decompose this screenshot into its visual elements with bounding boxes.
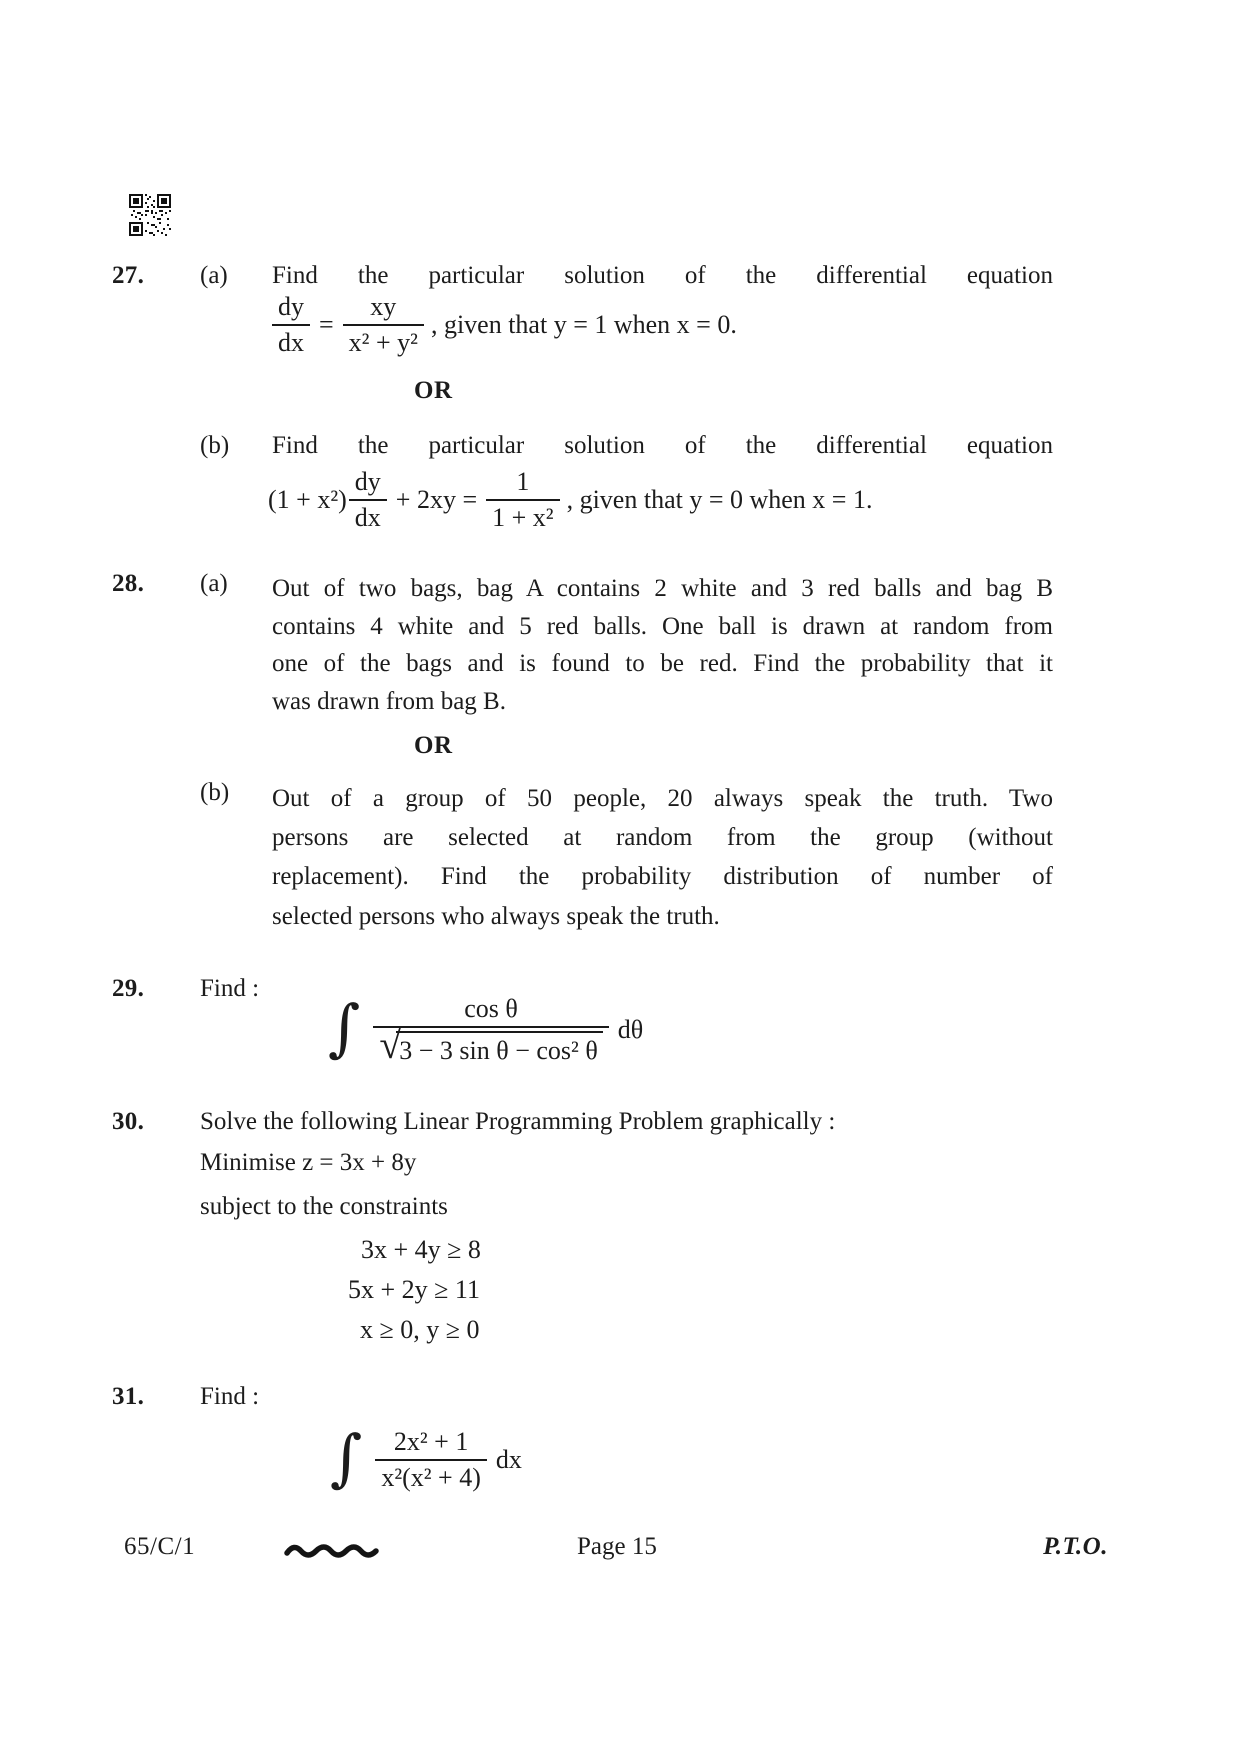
- lhs-group: [268, 468, 387, 532]
- radical-sign: √: [379, 1021, 402, 1067]
- lpp-constraint-3: x ≥ 0, y ≥ 0: [360, 1315, 480, 1344]
- question-27b-text: Find the particular solution of the differential equation: [272, 432, 1053, 459]
- paragraph-line: selected persons who always speak the truth.: [272, 902, 720, 930]
- fraction-denominator: dx: [278, 327, 304, 357]
- question-number-28: 28.: [112, 570, 145, 597]
- integral-sign: ∫: [328, 991, 361, 1065]
- or-separator-2: OR: [414, 732, 453, 759]
- question-number-30: 30.: [112, 1108, 145, 1135]
- or-separator-1: OR: [414, 377, 453, 404]
- equals-sign: =: [319, 310, 334, 340]
- objective-function: Minimise z = 3x + 8y: [200, 1149, 417, 1176]
- fraction-denominator: [373, 1021, 608, 1067]
- equation-tail: , given that y = 0 when x = 1.: [566, 485, 873, 515]
- integral-29: [328, 991, 644, 1067]
- question-30-title: Solve the following Linear Programming Problem graphically :: [200, 1108, 836, 1135]
- question-number-29: 29.: [112, 975, 145, 1002]
- fraction-denominator: x² + y²: [348, 327, 418, 357]
- part-label-27b: (b): [200, 432, 230, 459]
- question-number-31: 31.: [112, 1383, 145, 1410]
- part-label-27a: (a): [200, 262, 228, 289]
- squiggle-icon: [283, 1542, 385, 1560]
- fraction-numerator: xy: [370, 292, 397, 321]
- paragraph-line: replacement). Find the probability distribution of number of: [272, 863, 1053, 891]
- paragraph-line: Out of two bags, bag A contains 2 white and 3 red balls and bag B: [272, 575, 1053, 602]
- fraction-numerator: 1: [516, 467, 530, 496]
- lpp-constraint-1: 3x + 4y ≥ 8: [361, 1235, 481, 1264]
- question-29-text: Find :: [200, 975, 260, 1002]
- fraction-rhs: [486, 468, 559, 532]
- part-label-28b: (b): [200, 779, 230, 806]
- fraction-numerator: dy: [278, 292, 304, 321]
- equation-27b: [268, 468, 872, 532]
- question-number-27: 27.: [112, 262, 145, 289]
- integral-31: [330, 1421, 522, 1495]
- paragraph-line: was drawn from bag B.: [272, 687, 506, 715]
- paragraph-line: Out of a group of 50 people, 20 always speak the truth. Two: [272, 785, 1053, 812]
- paragraph-line: contains 4 white and 5 red balls. One ball is drawn at random from: [272, 612, 1053, 640]
- footer-page-number: Page 15: [577, 1533, 657, 1560]
- fraction-denominator: dx: [354, 502, 381, 532]
- integrand-fraction: [373, 995, 608, 1065]
- fraction-xy: [343, 293, 424, 357]
- fraction-dy-dx: [349, 468, 387, 532]
- fraction-numerator: 2x² + 1: [393, 1427, 469, 1456]
- qr-code: [129, 191, 171, 239]
- question-31-text: Find :: [200, 1383, 260, 1410]
- fraction-denominator: 1 + x²: [492, 502, 554, 532]
- paragraph-line: one of the bags and is found to be red. Find the probability that it: [272, 650, 1053, 678]
- radicand: 3 − 3 sin θ − cos² θ: [396, 1031, 603, 1066]
- footer-pto: P.T.O.: [1043, 1533, 1108, 1560]
- differential: dx: [495, 1445, 522, 1475]
- integrand-fraction: [375, 1428, 487, 1492]
- fraction-dy-dx: [272, 293, 310, 357]
- fraction-numerator: dy: [354, 467, 381, 496]
- differential: dθ: [617, 1015, 644, 1045]
- equation-tail: , given that y = 1 when x = 0.: [430, 310, 737, 340]
- integral-sign: ∫: [330, 1421, 363, 1495]
- lpp-constraint-2: 5x + 2y ≥ 11: [348, 1275, 480, 1304]
- fraction-numerator: cos θ: [464, 994, 518, 1023]
- equation-27a: [272, 293, 737, 357]
- fraction-denominator: x²(x² + 4): [381, 1462, 481, 1492]
- subject-to-text: subject to the constraints: [200, 1193, 448, 1220]
- question-27a-text: Find the particular solution of the differential equation: [272, 262, 1053, 289]
- coefficient: (1 + x²): [268, 485, 347, 515]
- middle-terms: + 2xy =: [395, 485, 478, 515]
- question-28a-paragraph: [272, 570, 1053, 720]
- part-label-28a: (a): [200, 570, 228, 597]
- footer-paper-code: 65/C/1: [124, 1533, 196, 1560]
- question-28b-paragraph: [272, 779, 1053, 936]
- paragraph-line: persons are selected at random from the group (without: [272, 824, 1053, 852]
